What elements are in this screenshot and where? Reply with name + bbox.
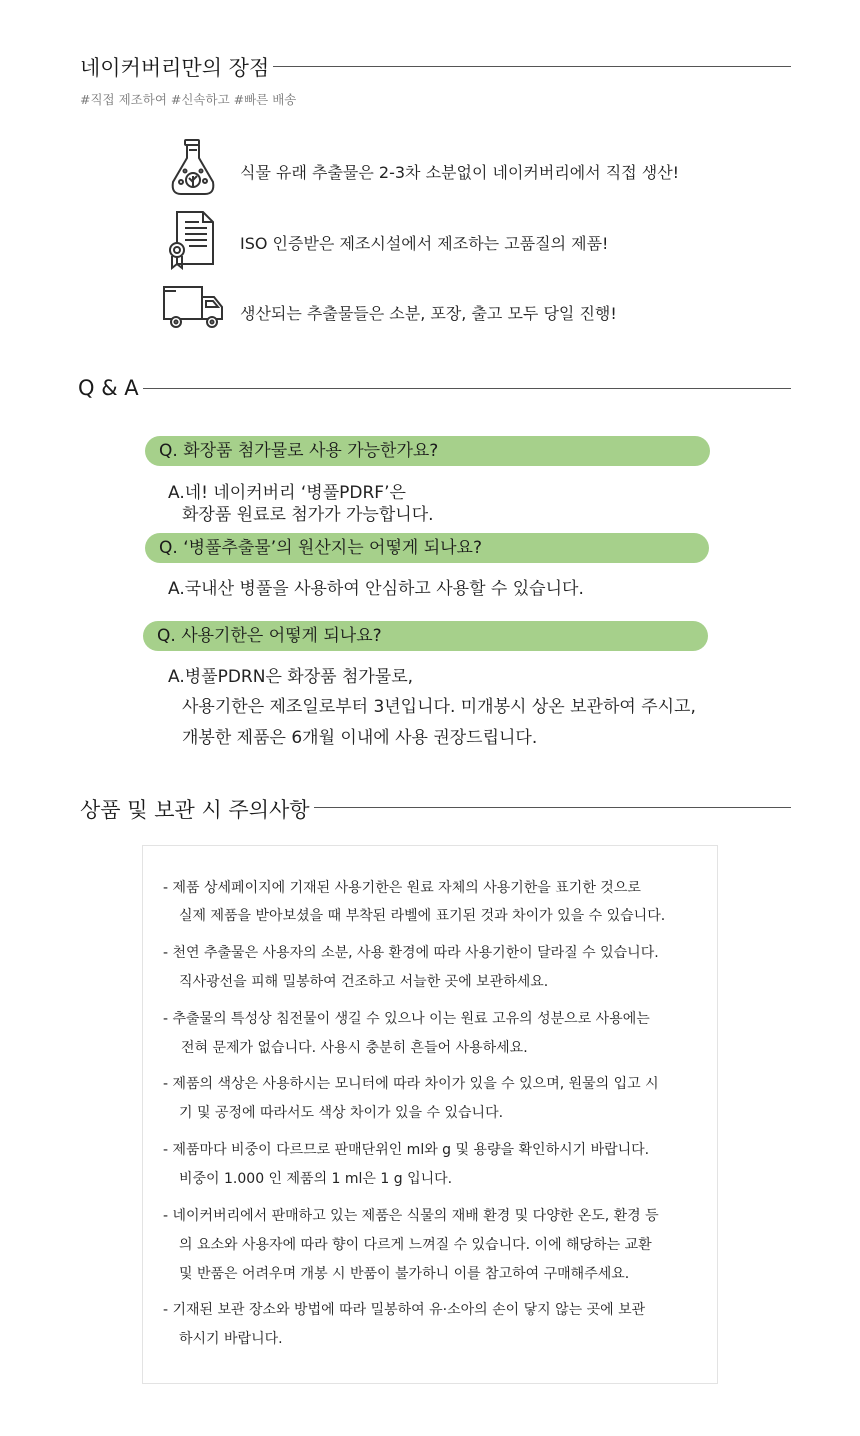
notice-line: - 제품의 색상은 사용하시는 모니터에 따라 차이가 있을 수 있으며, 원물의 입고 시 [163, 1076, 659, 1092]
advantages-title: 네이커버리만의 장점 [80, 52, 273, 82]
notice-line: 및 반품은 어려우며 개봉 시 반품이 불가하니 이를 참고하여 구매해주세요. [179, 1266, 630, 1282]
notice-line: 기 및 공정에 따라서도 색상 차이가 있을 수 있습니다. [179, 1105, 504, 1121]
notice-line: 직사광선을 피해 밀봉하여 건조하고 서늘한 곳에 보관하세요. [179, 974, 549, 990]
notice-line: 실제 제품을 받아보셨을 때 부착된 라벨에 표기된 것과 차이가 있을 수 있습니다. [179, 908, 666, 924]
notice-line: - 네이커버리에서 판매하고 있는 제품은 식물의 재배 환경 및 다양한 온도, 환경 등 [163, 1208, 659, 1224]
question-pill-1: Q. 화장품 첨가물로 사용 가능한가요? [145, 436, 710, 466]
answer-line: A.네! 네이커버리 ‘병풀PDRF’은 [168, 483, 406, 503]
answer-line: A.병풀PDRN은 화장품 첨가물로, [168, 667, 414, 687]
advantage-text-1: 식물 유래 추출물은 2-3차 소분없이 네이커버리에서 직접 생산! [240, 163, 680, 182]
answer-line: 화장품 원료로 첨가가 가능합니다. [182, 505, 434, 525]
notice-line: - 제품마다 비중이 다르므로 판매단위인 ml와 g 및 용량을 확인하시기 바랍니다. [163, 1142, 650, 1158]
notice-line: 비중이 1.000 인 제품의 1 ml은 1 g 입니다. [179, 1171, 453, 1187]
question-pill-3: Q. 사용기한은 어떻게 되나요? [143, 621, 708, 651]
notice-line: - 기재된 보관 장소와 방법에 따라 밀봉하여 유·소아의 손이 닿지 않는 곳에 보관 [163, 1302, 646, 1318]
section-divider [80, 388, 791, 389]
flask-leaf-icon [165, 138, 221, 192]
hashtags: #직접 제조하여 #신속하고 #빠른 배송 [80, 92, 297, 107]
notice-line: 의 요소와 사용자에 따라 향이 다르게 느껴질 수 있습니다. 이에 해당하는 교환 [179, 1237, 652, 1253]
notice-line: - 천연 추출물은 사용자의 소분, 사용 환경에 따라 사용기한이 달라질 수 있습니다. [163, 945, 659, 961]
answer-line: A.국내산 병풀을 사용하여 안심하고 사용할 수 있습니다. [168, 579, 584, 599]
notice-line: - 제품 상세페이지에 기재된 사용기한은 원료 자체의 사용기한을 표기한 것으로 [163, 880, 641, 896]
delivery-truck-icon [162, 283, 218, 337]
notice-title: 상품 및 보관 시 주의사항 [80, 794, 314, 824]
question-pill-2: Q. ‘병풀추출물’의 원산지는 어떻게 되나요? [145, 533, 709, 563]
certificate-icon [165, 210, 221, 264]
notice-line: 전혀 문제가 없습니다. 사용시 충분히 흔들어 사용하세요. [181, 1040, 528, 1056]
notice-line: - 추출물의 특성상 침전물이 생길 수 있으나 이는 원료 고유의 성분으로 사용에는 [163, 1011, 650, 1027]
advantage-text-2: ISO 인증받은 제조시설에서 제조하는 고품질의 제품! [240, 234, 609, 253]
advantage-text-3: 생산되는 추출물들은 소분, 포장, 출고 모두 당일 진행! [240, 304, 617, 323]
answer-line: 개봉한 제품은 6개월 이내에 사용 권장드립니다. [182, 728, 538, 748]
answer-line: 사용기한은 제조일로부터 3년입니다. 미개봉시 상온 보관하여 주시고, [182, 697, 696, 717]
qna-title: Q & A [78, 376, 143, 400]
notice-line: 하시기 바랍니다. [179, 1331, 283, 1347]
